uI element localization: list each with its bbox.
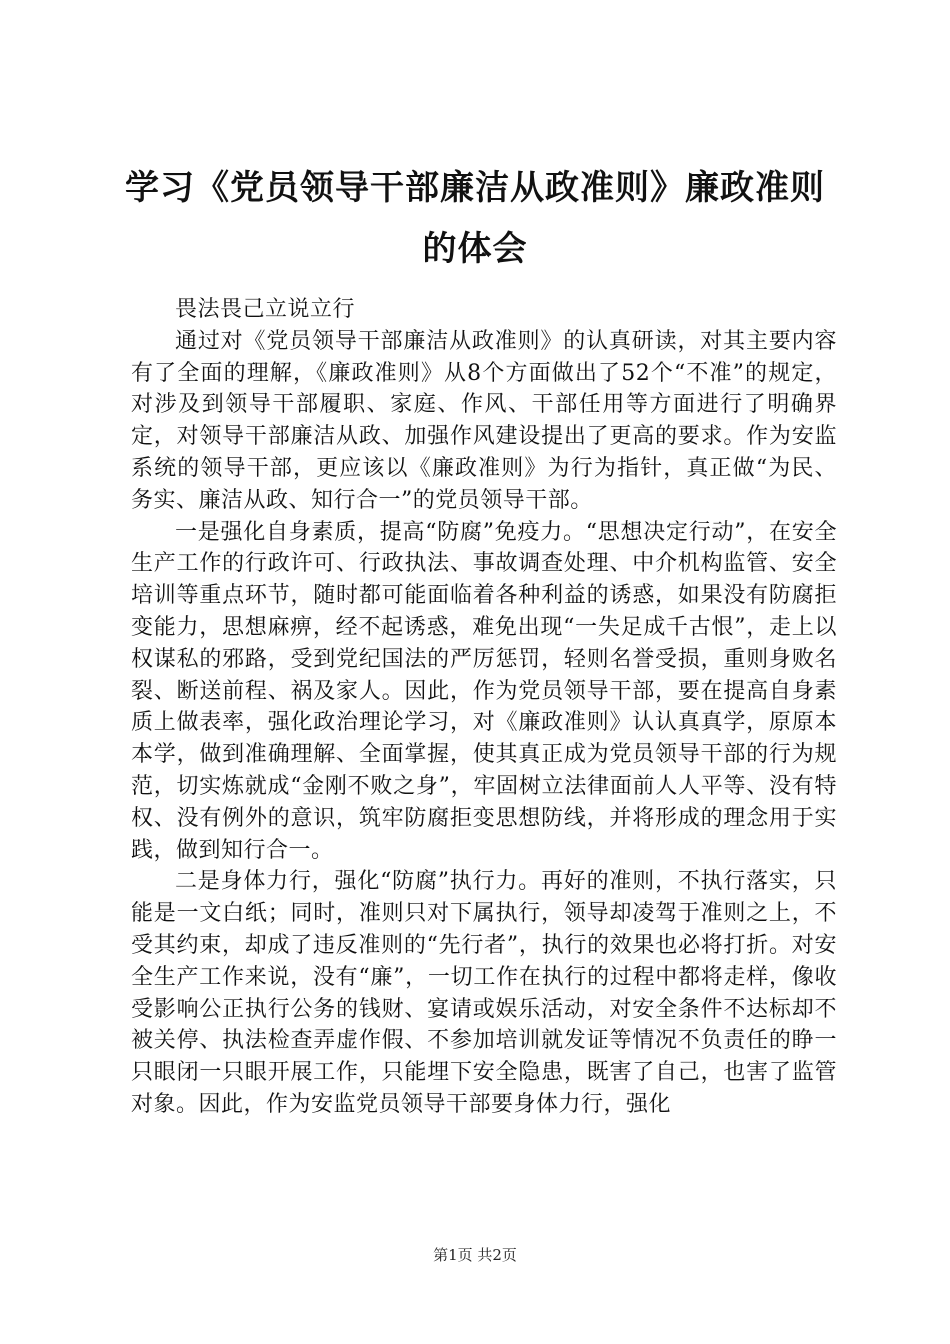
document-body [131,294,837,1121]
document-subtitle: 畏法畏己立说立行 [175,297,356,322]
paragraph-intro: 通过对《党员领导干部廉洁从政准则》的认真研读，对其主要内容有了全面的理解，《廉政准则》从8个方面做出了52个“不准”的规定，对涉及到领导干部履职、家庭、作风、干部任用等方面进行了明确界定，对领导干部廉洁从政、加强作风建设提出了更高的要求。作为安监系统的领导干部，更应该以《廉政准则》为行为指针，真正做“为民、务实、廉洁从政、知行合一”的党员领导干部。 [131,328,837,513]
document-title-line-1: 学习《党员领导干部廉洁从政准则》廉政准则 [125,168,825,208]
paragraph-point-2: 二是身体力行，强化“防腐”执行力。再好的准则，不执行落实，只能是一文白纸；同时，准则只对下属执行，领导却凌驾于准则之上，不受其约束，却成了违反准则的“先行者”，执行的效果也必将打折。对安全生产工作来说，没有“廉”，一切工作在执行的过程中都将走样，像收受影响公正执行公务的钱财、宴请或娱乐活动，对安全条件不达标却不被关停、执法检查弄虚作假、不参加培训就发证等情况不负责任的睁一只眼闭一只眼开展工作，只能埋下安全隐患，既害了自己，也害了监管对象。因此，作为安监党员领导干部要身体力行，强化 [131,869,837,1117]
paragraph-point-1: 一是强化自身素质，提高“防腐”免疫力。“思想决定行动”，在安全生产工作的行政许可、行政执法、事故调查处理、中介机构监管、安全培训等重点环节，随时都可能面临着各种利益的诱惑，如果没有防腐拒变能力，思想麻痹，经不起诱惑，难免出现“一失足成千古恨”，走上以权谋私的邪路，受到党纪国法的严厉惩罚，轻则名誉受损，重则身败名裂、断送前程、祸及家人。因此，作为党员领导干部，要在提高自身素质上做表率，强化政治理论学习，对《廉政准则》认认真真学，原原本本学，做到准确理解、全面掌握，使其真正成为党员领导干部的行为规范，切实炼就成“金刚不败之身”，牢固树立法律面前人人平等、没有特权、没有例外的意识，筑牢防腐拒变思想防线，并将形成的理念用于实践，做到知行合一。 [131,519,837,863]
page-footer: 第1页 共2页 [433,1246,517,1264]
document-title-line-2: 的体会 [422,229,528,269]
